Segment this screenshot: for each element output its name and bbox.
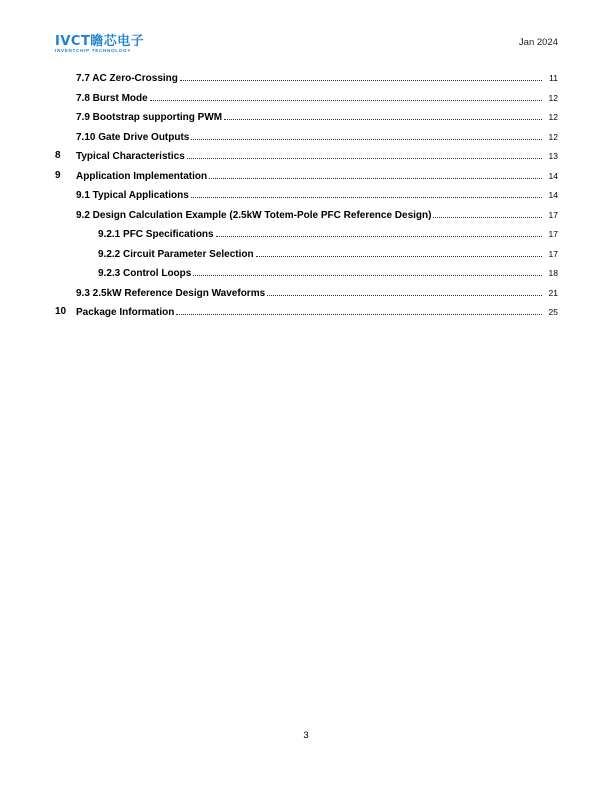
toc-entry-line [98,228,544,240]
toc-title[interactable]: 9.2 Design Calculation Example (2.5kW Totem-Pole PFC Reference Design) [76,209,432,221]
toc-title[interactable]: 7.7 AC Zero-Crossing [76,73,178,84]
dot-leader [193,267,542,276]
company-logo [55,35,150,57]
toc-entry[interactable] [0,72,612,86]
toc-entry-line [76,92,544,104]
toc-title[interactable]: 9.1 Typical Applications [76,190,189,201]
dot-leader [150,92,542,101]
dot-leader [209,170,542,179]
dot-leader [267,287,542,296]
logo-sub-text: INVENTCHIP TECHNOLOGY [55,48,132,53]
toc-page: 21 [548,287,558,298]
dot-leader [180,72,542,81]
toc-title[interactable]: Package Information [76,307,175,318]
toc-title[interactable]: 7.10 Gate Drive Outputs [76,131,190,143]
toc-number: 9 [55,169,61,181]
dot-leader [191,131,542,140]
toc-entry[interactable] [0,306,612,320]
logo-main-text: IVCT瞻芯电子 [55,34,145,49]
toc-entry[interactable] [0,267,612,281]
toc-page: 17 [548,209,558,220]
toc-entry-line [76,306,544,318]
page-number: 3 [303,730,309,741]
toc-number: 10 [55,306,67,317]
dot-leader [256,248,542,257]
toc-entry[interactable] [0,189,612,203]
toc-title[interactable]: 9.3 2.5kW Reference Design Waveforms [76,287,266,299]
toc-page: 17 [548,248,558,259]
toc-entry[interactable] [0,170,612,184]
toc-entry-line [98,248,544,260]
dot-leader [433,209,542,218]
toc-title[interactable]: 9.2.2 Circuit Parameter Selection [98,248,254,260]
toc-entry[interactable] [0,248,612,262]
toc-entry[interactable] [0,209,612,223]
toc-entry-line [76,287,544,299]
toc-entry-line [76,189,544,201]
toc-title[interactable]: 9.2.3 Control Loops [98,268,192,279]
toc-entry[interactable] [0,92,612,106]
toc-title[interactable]: 7.8 Burst Mode [76,92,148,104]
toc-page: 18 [548,268,558,278]
toc-title[interactable]: Typical Characteristics [76,151,185,162]
toc-entry-line [76,209,544,221]
toc-entry-line [76,131,544,143]
toc-entry-line [76,170,544,182]
toc-page: 17 [548,229,558,239]
dot-leader [191,189,542,198]
toc-number: 8 [55,150,61,161]
toc-page: 11 [549,73,558,83]
toc-entry[interactable] [0,150,612,164]
toc-entry-line [98,267,544,279]
toc-entry[interactable] [0,228,612,242]
header-date: Jan 2024 [518,37,558,48]
dot-leader [216,228,542,237]
toc-title[interactable]: 9.2.1 PFC Specifications [98,229,214,240]
toc-title[interactable]: Application Implementation [76,170,208,182]
toc-page: 12 [548,92,558,103]
toc-entry[interactable] [0,131,612,145]
dot-leader [176,306,542,315]
toc-entry[interactable] [0,111,612,125]
dot-leader [224,111,542,120]
toc-page: 12 [548,112,558,122]
toc-page: 25 [548,307,558,317]
toc-entry-line [76,150,544,162]
toc-title[interactable]: 7.9 Bootstrap supporting PWM [76,112,223,123]
toc-page: 14 [548,170,558,181]
toc-page: 14 [548,190,558,200]
toc-page: 12 [548,131,558,142]
toc-entry[interactable] [0,287,612,301]
toc-page: 13 [548,151,558,161]
toc-entry-line [76,111,544,123]
toc-entry-line [76,72,544,84]
dot-leader [187,150,542,159]
